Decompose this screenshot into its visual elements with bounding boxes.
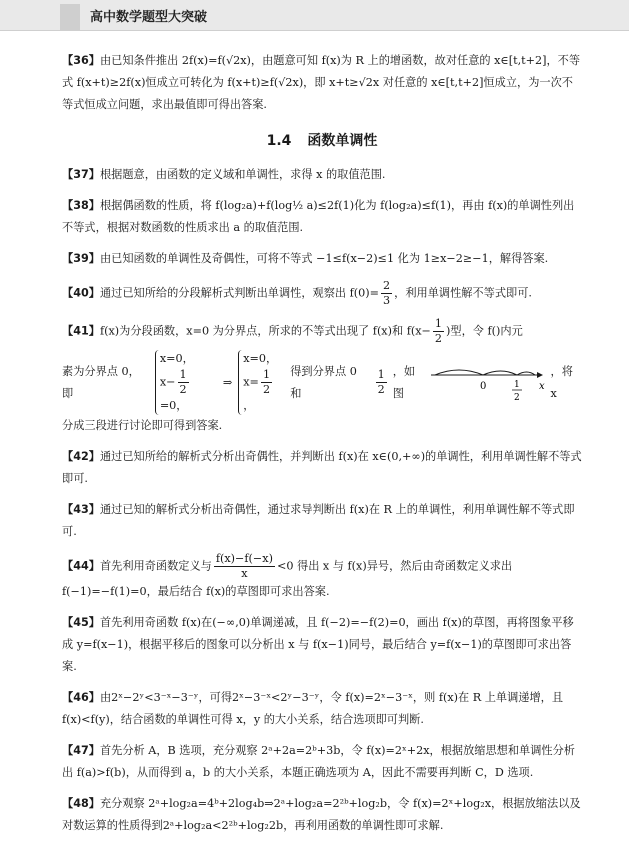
answer-text: 通过已知的解析式分析出奇偶性，通过求导判断出 f(x)在 R 上的单调性，利用单调性解不等式即可. (62, 503, 575, 538)
answer-text: 根据偶函数的性质，将 f(log₂a)+f(log½ a)≤2f(1)化为 f(log₂a)≤f(1)，再由 f(x)的单调性列出不等式，根据对数函数的性质求出 a 的取值范围. (62, 199, 575, 234)
answer-tag: 【47】 (62, 744, 100, 757)
system1-row2-post: =0， (159, 399, 188, 412)
segment-arc-1 (435, 370, 483, 375)
answer-tag: 【41】 (62, 324, 100, 338)
system1-row1: x=0， (159, 352, 194, 365)
fraction-numerator: 1 (262, 368, 271, 381)
fraction-half (376, 368, 387, 397)
axis-zero-label: 0 (480, 380, 487, 392)
section-number: 1.4 (266, 133, 292, 149)
line2-post: ，将 x (550, 364, 573, 400)
answer-text-pre: 首先利用奇函数定义与 (99, 559, 212, 573)
fraction-half (178, 368, 189, 397)
system1-row2-pre: x− (159, 375, 176, 389)
answer-text: 由已知函数的单调性及奇偶性，可将不等式 −1≤f(x−2)≤1 化为 1≥x−2≥−1，解得答案. (99, 252, 549, 265)
answer-tag: 【37】 (62, 168, 100, 181)
book-title: 高中数学题型大突破 (90, 10, 208, 25)
line2-mid2: ，如图 (392, 364, 416, 400)
answer-39 (62, 248, 582, 270)
answer-text: 通过已知所给的解析式分析出奇偶性，并判断出 f(x)在 x∈(0,+∞)的单调性，利用单调性解不等式即可. (62, 450, 582, 485)
answer-text: 首先分析 A，B 选项，充分观察 2ᵃ+2a=2ᵇ+3b，令 f(x)=2ˣ+2x，根据放缩思想和单调性分析出 f(a)>f(b)，从而得到 a，b 的大小关系，本题正确选项为 A，因此不需要再判断 C，D 选项. (62, 744, 575, 779)
answer-tag: 【42】 (62, 450, 100, 463)
fraction-denominator: 2 (262, 383, 271, 396)
fraction-denominator: x (241, 567, 248, 580)
answer-text: 根据题意，由函数的定义域和单调性，求得 x 的取值范围. (99, 168, 386, 181)
answer-text: 由已知条件推出 2f(x)=f(√2x)，由题意可知 f(x)为 R 上的增函数，故对任意的 x∈[t,t+2]，不等式 f(x+t)≥2f(x)恒成立可转化为 f(x+t)≥f(√2x)，即 x+t≥√2x 对任意的 x∈[t,t+2]恒成立，为一次不等式恒成立问题，求出最值即可得出答案. (62, 54, 581, 111)
answer-tag: 【46】 (62, 691, 100, 704)
answer-43 (62, 499, 582, 543)
fraction-denominator: 2 (377, 383, 385, 396)
answer-38 (62, 195, 582, 239)
axis-arrow (537, 372, 543, 378)
answer-tag: 【38】 (62, 199, 100, 212)
system2-row2 (243, 368, 284, 415)
answer-45 (62, 612, 582, 678)
answer-41 (62, 317, 582, 437)
fraction-numerator: 1 (179, 368, 187, 381)
answer-tag: 【40】 (62, 286, 100, 300)
section-title: 函数单调性 (307, 133, 378, 149)
answer-tag: 【39】 (62, 252, 100, 265)
fraction-numerator: 1 (377, 368, 385, 381)
section-heading (62, 130, 582, 150)
system2-row1: x=0， (243, 352, 278, 365)
answer-text-post: ，利用单调性解不等式即可. (394, 286, 532, 300)
segment-arc-2 (483, 371, 517, 375)
number-line-figure (429, 361, 546, 405)
answer-text-line1-pre: f(x)为分段函数，x=0 为分界点，所求的不等式出现了 f(x)和 f(x− (99, 324, 431, 338)
fraction-numerator: f(x)−f(−x) (215, 552, 273, 565)
system1-row2 (160, 368, 217, 415)
answer-tag: 【44】 (62, 559, 100, 573)
answer-36 (62, 50, 582, 116)
fraction-half (433, 317, 444, 346)
answer-text: 由2ˣ−2ʸ<3⁻ˣ−3⁻ʸ，可得2ˣ−3⁻ˣ<2ʸ−3⁻ʸ，令 f(x)=2ˣ−3⁻ˣ，则 f(x)在 R 上单调递增，且 f(x)<f(y)，结合函数的单调性可得 x，y 的大小关系，结合选项即可判断. (62, 691, 564, 726)
fraction-numerator: 2 (383, 279, 391, 292)
answer-tag: 【43】 (62, 503, 100, 516)
equation-system-2 (238, 350, 284, 415)
fraction (214, 552, 275, 581)
answer-48 (62, 793, 582, 837)
implies-arrow: ⇒ (222, 375, 233, 389)
header-tab-decoration (60, 4, 80, 30)
answer-47 (62, 740, 582, 784)
line2-mid: 得到分界点 0 和 (290, 364, 357, 400)
equation-system-1 (155, 350, 217, 415)
answer-40 (62, 279, 582, 308)
fraction-half (261, 368, 272, 397)
answer-text-post: <0 得出 x 与 f(x)异号，然后由奇函数定义求出 f(−1)=−f(1)=0，最后结合 f(x)的草图即可求出答案. (62, 559, 513, 598)
answer-tag: 【45】 (62, 616, 100, 629)
answer-text-pre: 通过已知所给的分段解析式判断出单调性，观察出 f(0)= (99, 286, 379, 300)
system2-row2-post: ， (243, 399, 255, 412)
fraction-denominator: 2 (434, 332, 443, 345)
answer-46 (62, 687, 582, 731)
axis-half-denominator: 2 (514, 392, 521, 403)
answer-37 (62, 164, 582, 186)
answer-tag: 【48】 (62, 797, 100, 810)
line3: 分成三段进行讨论即可得到答案. (62, 419, 223, 432)
answer-text: 充分观察 2ᵃ+log₂a=4ᵇ+2log₄b⇒2ᵃ+log₂a=2²ᵇ+log₂b，令 f(x)=2ˣ+log₂x，根据放缩法以及对数运算的性质得到2ᵃ+log₂a<2²ᵇ+log₂2b，再利用函数的单调性即可求解. (62, 797, 581, 832)
fraction-denominator: 2 (179, 383, 187, 396)
axis-x-label: x (539, 380, 546, 392)
answer-41-line2 (62, 350, 582, 415)
fraction-denominator: 3 (383, 294, 391, 307)
answer-tag: 【36】 (62, 54, 100, 67)
answer-42 (62, 446, 582, 490)
system2-row2-pre: x= (243, 375, 259, 389)
answer-text-line1-post: )型，令 f()内元 (446, 324, 523, 338)
axis-half-numerator: 1 (514, 379, 521, 390)
page-header (0, 0, 629, 31)
fraction-numerator: 1 (434, 317, 443, 330)
fraction (381, 279, 392, 308)
line2-pre: 素为分界点 0，即 (62, 364, 140, 400)
answer-text: 首先利用奇函数 f(x)在(−∞,0)单调递减，且 f(−2)=−f(2)=0，画出 f(x)的草图，再将图象平移成 y=f(x−1)，根据平移后的图象可以分析出 x 与 f(x−1)同号，最后结合 y=f(x−1)的草图即可求出答案. (62, 616, 574, 673)
page-content (62, 50, 582, 846)
answer-44 (62, 552, 582, 603)
